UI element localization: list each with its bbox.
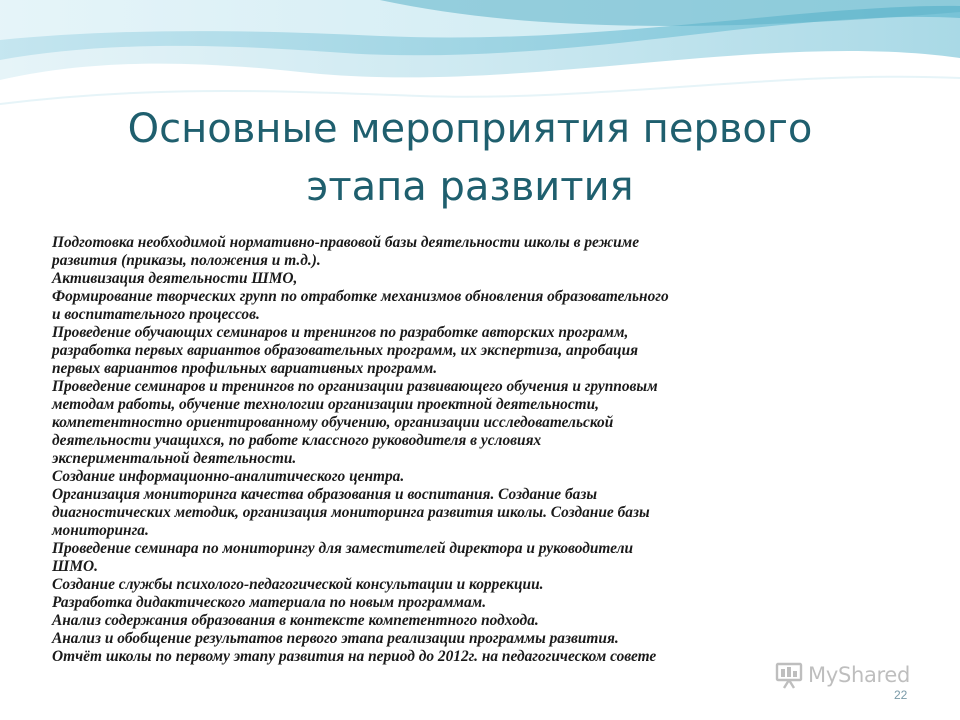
body-line: методам работы, обучение технологии организации проектной деятельности,	[52, 396, 600, 413]
body-line: деятельности учащихся, по работе классного руководителя в условиях	[52, 432, 542, 449]
slide-title-line: Основные мероприятия первого	[127, 106, 813, 152]
myshared-watermark	[774, 659, 910, 691]
body-line: Создание службы психолого-педагогической консультации и коррекции.	[52, 576, 544, 593]
body-line: Проведение семинаров и тренингов по организации развивающего обучения и групповым	[52, 378, 658, 395]
slide-title	[60, 100, 880, 216]
body-line: Организация мониторинга качества образования и воспитания. Создание базы	[52, 486, 598, 503]
page-number: 22	[894, 688, 908, 702]
header-wave-decoration	[0, 0, 960, 110]
body-line: мониторинга.	[52, 522, 149, 539]
body-line: компетентностно ориентированному обучению, организации исследовательской	[52, 414, 614, 431]
body-line: Отчёт школы по первому этапу развития на период до 2012г. на педагогическом совете	[52, 648, 657, 665]
body-line: разработка первых вариантов образовательных программ, их экспертиза, апробация	[52, 342, 639, 359]
body-line: Подготовка необходимой нормативно-правовой базы деятельности школы в режиме	[52, 234, 640, 251]
body-line: ШМО.	[52, 558, 98, 575]
body-line: Анализ и обобщение результатов первого этапа реализации программы развития.	[52, 630, 619, 647]
body-line: первых вариантов профильных вариативных программ.	[52, 360, 438, 377]
body-line: Создание информационно-аналитического центра.	[52, 468, 405, 485]
body-line: Формирование творческих групп по отработке механизмов обновления образовательного	[52, 288, 669, 305]
presentation-board-icon	[774, 660, 804, 690]
body-line: Анализ содержания образования в контексте компетентного подхода.	[52, 612, 539, 629]
watermark-text: MyShared	[808, 663, 911, 687]
body-line: диагностических методик, организация мониторинга развития школы. Создание базы	[52, 504, 650, 521]
slide-body-text	[52, 234, 920, 666]
slide-title-line: этапа развития	[306, 164, 634, 210]
body-line: развития (приказы, положения и т.д.).	[52, 252, 321, 269]
body-line: Проведение обучающих семинаров и тренингов по разработке авторских программ,	[52, 324, 629, 341]
body-line: и воспитательного процессов.	[52, 306, 260, 323]
body-line: экспериментальной деятельности.	[52, 450, 297, 467]
body-line: Проведение семинара по мониторингу для заместителей директора и руководители	[52, 540, 634, 557]
body-line: Активизация деятельности ШМО,	[52, 270, 298, 287]
body-line: Разработка дидактического материала по новым программам.	[52, 594, 487, 611]
